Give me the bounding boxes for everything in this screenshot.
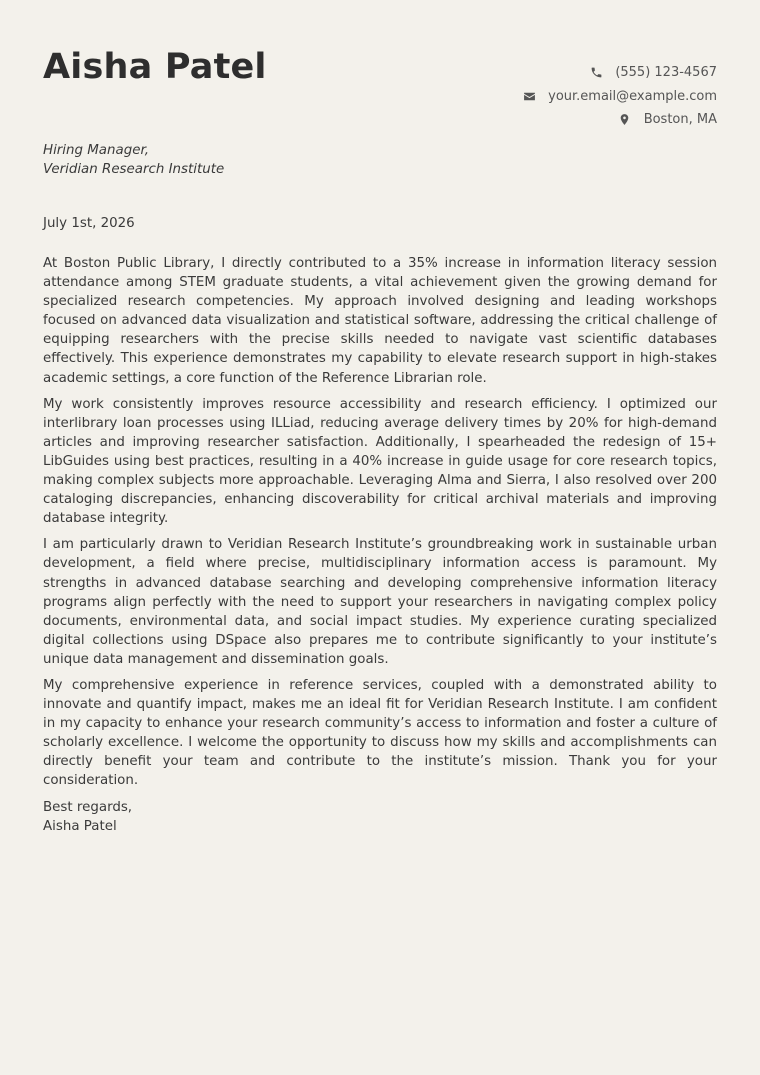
- phone-icon: [589, 66, 603, 80]
- closing-signature: Aisha Patel: [43, 818, 117, 834]
- location-text: Boston, MA: [643, 112, 717, 128]
- letter-header: [43, 0, 717, 130]
- recipient-title: Hiring Manager,: [43, 143, 149, 158]
- contact-location: [522, 108, 717, 132]
- body-paragraph: My comprehensive experience in reference services, coupled with a demonstrated ability to innovate and quantify impact, makes me an ideal fit for Veridian Research Institute. I am confident in my capacity to enhance your research community’s access to information and foster a culture of scholarly excellence. I welcome the opportunity to discuss how my skills and accomplishments can directly benefit your team and contribute to the institute’s mission. Thank you for your consideration.: [43, 677, 717, 789]
- recipient-block: [43, 141, 224, 179]
- letter-body: [43, 254, 717, 836]
- body-paragraph: I am particularly drawn to Veridian Research Institute’s groundbreaking work in sustainable urban development, a field where precise, multidisciplinary information access is paramount. My strengths in advanced database searching and developing comprehensive information literacy programs align perfectly with the need to support your researchers in navigating complex policy documents, environmental data, and social impact studies. My experience curating specialized digital collections using DSpace also prepares me to contribute significantly to your institute’s unique data management and dissemination goals.: [43, 537, 717, 667]
- letter-date: July 1st, 2026: [43, 216, 135, 231]
- email-text[interactable]: your.email@example.com: [548, 88, 717, 104]
- body-paragraph: My work consistently improves resource accessibility and research efficiency. I optimized our interlibrary loan processes using ILLiad, reducing average delivery times by 20% for high-demand articles and improving researcher satisfaction. Additionally, I spearheaded the redesign of 15+ LibGuides using best practices, resulting in a 40% increase in guide usage for core research topics, making complex subjects more approachable. Leveraging Alma and Sierra, I also resolved over 200 cataloging discrepancies, enhancing discoverability for critical archival materials and improving database integrity.: [43, 396, 717, 527]
- phone-text: (555) 123-4567: [615, 65, 717, 81]
- recipient-organization: Veridian Research Institute: [43, 162, 225, 177]
- map-pin-icon: [618, 113, 632, 127]
- contact-phone: [522, 61, 717, 85]
- body-paragraph: At Boston Public Library, I directly contributed to a 35% increase in information literacy session attendance among STEM graduate students, a vital achievement given the growing demand for specialized research competencies. My approach involved designing and leading workshops focused on advanced data visualization and statistical software, addressing the critical challenge of equipping researchers with the precise skills needed to navigate vast scientific databases effectively. This experience demonstrates my capability to elevate research support in high-stakes academic settings, a core function of the Reference Librarian role.: [43, 256, 717, 386]
- letter-closing: [43, 798, 717, 836]
- contact-email: [522, 85, 717, 109]
- contact-info: [522, 61, 717, 132]
- applicant-name: Aisha Patel: [43, 47, 267, 87]
- envelope-icon: [522, 89, 536, 103]
- closing-salutation: Best regards,: [43, 799, 133, 815]
